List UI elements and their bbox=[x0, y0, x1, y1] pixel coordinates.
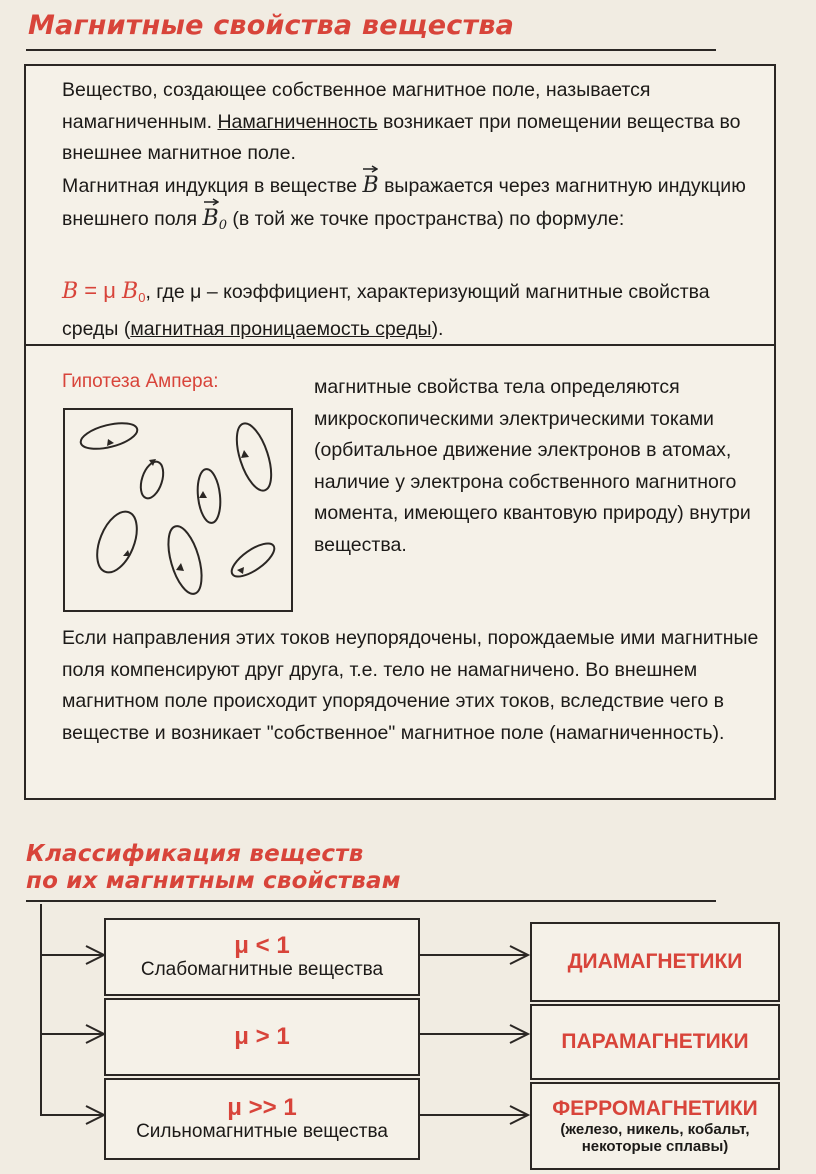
section-title-magnetic-properties: Магнитные свойства вещества bbox=[28, 10, 515, 41]
induction-paragraph bbox=[62, 170, 762, 241]
formula-text-end: ). bbox=[431, 317, 444, 340]
formula: B = μ $B_0$ bbox=[62, 278, 146, 305]
paramagnetics-label: ПАРАМАГНЕТИКИ bbox=[561, 1030, 749, 1053]
formula-text: , где μ – коэффициент, характеризующий магнитные свойства среды ( bbox=[62, 281, 710, 340]
induction-text-mid: выражается через магнитную индукцию внешнего поля bbox=[62, 175, 746, 230]
title-underline bbox=[26, 49, 716, 51]
ordering-paragraph: Если направления этих токов неупорядочены, порождаемые ими магнитные поля компенсируют друг друга, т.е. тело не намагничено. Во внешнем магнитном поле происходит упорядочение этих токов, вследствие чего в веществе и возникает "собственное" магнитное поле (намагниченность). bbox=[62, 627, 759, 744]
paramagnetic-condition-box bbox=[104, 998, 420, 1076]
ampere-currents-illustration bbox=[63, 408, 293, 612]
induction-text-end: (в той же точке пространства) по формуле: bbox=[226, 207, 625, 230]
diamagnetics-box bbox=[530, 922, 780, 1002]
vector-arrow-icon bbox=[203, 197, 219, 207]
trunk-line bbox=[40, 904, 42, 1116]
mu-greater-than-one: μ > 1 bbox=[234, 1023, 290, 1050]
vector-arrow-icon bbox=[362, 164, 378, 174]
current-loops-icon bbox=[65, 410, 291, 610]
strong-magnetic-box bbox=[104, 1078, 420, 1160]
definition-text-end: возникает при помещении вещества во внешнее магнитное поле. bbox=[62, 110, 741, 164]
classification-title-line2: по их магнитным свойствам bbox=[26, 868, 401, 894]
mu-less-than-one: μ < 1 bbox=[234, 932, 290, 959]
paramagnetics-box bbox=[530, 1004, 780, 1080]
mu-much-greater-than-one: μ >> 1 bbox=[227, 1094, 297, 1121]
definition-text: Вещество, создающее собственное магнитное поле, называется намагниченным. bbox=[62, 79, 651, 133]
weak-magnetic-box bbox=[104, 918, 420, 996]
vector-b: B bbox=[362, 173, 378, 198]
induction-text: Магнитная индукция в веществе bbox=[62, 175, 363, 197]
magnetization-term: Намагниченность bbox=[217, 110, 378, 133]
ferromagnetics-box bbox=[530, 1082, 780, 1170]
ferromagnetics-examples-line2: некоторые сплавы) bbox=[581, 1138, 729, 1155]
classification-title-line1: Классификация веществ bbox=[26, 841, 364, 867]
ferromagnetics-label: ФЕРРОМАГНЕТИКИ bbox=[552, 1097, 758, 1120]
permeability-term: магнитная проницаемость среды bbox=[130, 317, 432, 340]
weak-magnetic-label: Слабомагнитные вещества bbox=[140, 959, 384, 980]
ampere-hypothesis-title: Гипотеза Ампера: bbox=[62, 371, 219, 392]
ferromagnetics-examples-line1: (железо, никель, кобальт, bbox=[560, 1121, 750, 1138]
vector-b0: $B_0$ bbox=[203, 206, 227, 231]
formula-paragraph bbox=[62, 275, 762, 345]
section-title-classification bbox=[26, 841, 401, 895]
diamagnetics-label: ДИАМАГНЕТИКИ bbox=[567, 950, 743, 973]
ampere-hypothesis-text: магнитные свойства тела определяются микроскопическими электрическими токами (орбитальное движение электронов в атомах, наличие у электрона собственного магнитного момента, имеющего квантовую природу) внутри вещества. bbox=[314, 376, 751, 556]
definition-paragraph bbox=[62, 75, 762, 170]
strong-magnetic-label: Сильномагнитные вещества bbox=[136, 1121, 388, 1142]
classification-underline bbox=[26, 900, 716, 902]
